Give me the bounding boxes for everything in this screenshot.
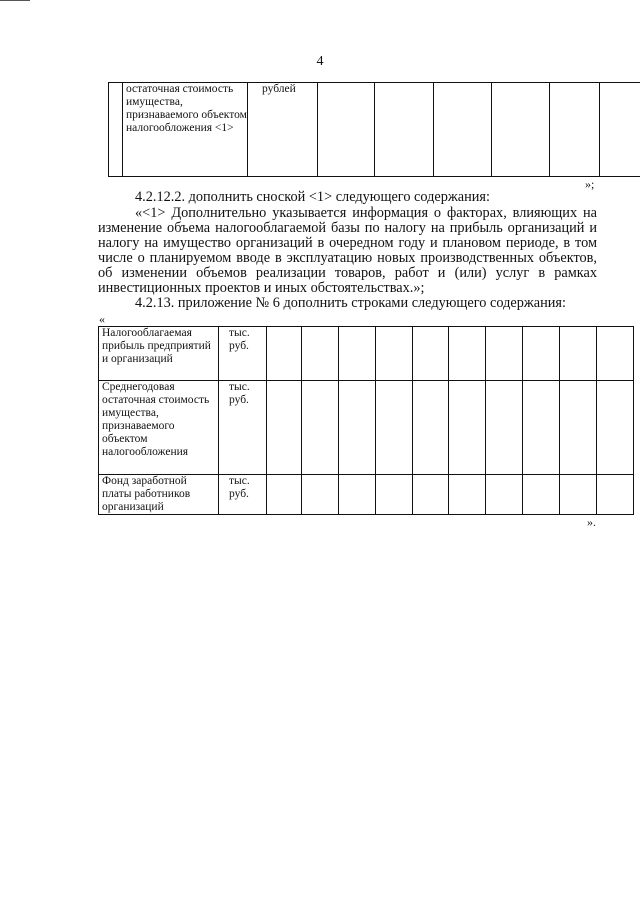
page-number: 4	[316, 54, 324, 69]
table-cell-unit: тыс. руб.	[219, 327, 267, 381]
table-cell-empty	[523, 475, 560, 515]
table-cell-empty	[267, 381, 302, 475]
table-cell-empty	[597, 327, 634, 381]
table-cell-empty	[413, 381, 449, 475]
opening-quote: «	[99, 312, 105, 326]
table-cell-empty	[486, 381, 523, 475]
table-cell-empty	[523, 381, 560, 475]
table-row	[99, 327, 634, 381]
table-cell-empty	[434, 83, 492, 177]
table-row	[99, 381, 634, 475]
table-row	[99, 475, 634, 515]
table-appendix-6-rows	[98, 326, 634, 515]
table-cell-unit: тыс. руб.	[219, 475, 267, 515]
table-cell-empty	[376, 381, 413, 475]
table-cell-empty	[600, 83, 640, 177]
table-cell-empty	[339, 475, 376, 515]
table-cell-empty	[109, 83, 123, 177]
table-cell-empty	[267, 475, 302, 515]
table-cell-empty	[302, 381, 339, 475]
table-cell-empty	[597, 381, 634, 475]
table-cell-empty	[302, 327, 339, 381]
closing-quote: »;	[585, 177, 595, 191]
table-cell-empty	[449, 381, 486, 475]
table-cell-empty	[560, 327, 597, 381]
paragraph-footnote-text: «<1> Дополнительно указывается информация о факторах, влияющих на изменение объема налогооблагаемой базы по налогу на прибыль организаций и налогу на имущество организаций в очередном году и плановом периоде, в том числе о планируемом вводе в эксплуатацию новых производственных объектов, об изменении объемов реализации товаров, работ и (или) услуг в рамках инвестиционных проектов и иных обстоятельствах.»;	[98, 205, 597, 296]
table-cell-empty	[339, 327, 376, 381]
table-cell-empty	[449, 475, 486, 515]
table-cell-empty	[339, 381, 376, 475]
paragraph-item-4-2-12-2: 4.2.12.2. дополнить сноской <1> следующего содержания:	[135, 189, 490, 205]
table-cell-empty	[413, 475, 449, 515]
table-cell-empty	[550, 83, 600, 177]
table-row	[109, 83, 640, 177]
table-continuation	[108, 82, 640, 177]
table-cell-empty	[449, 327, 486, 381]
table-cell-empty	[486, 327, 523, 381]
table-cell-empty	[318, 83, 375, 177]
table-cell-empty	[560, 475, 597, 515]
table-cell-empty	[523, 327, 560, 381]
table-cell-empty	[267, 327, 302, 381]
table-cell-empty	[376, 475, 413, 515]
table-cell-empty	[376, 327, 413, 381]
table-cell-empty	[413, 327, 449, 381]
table-cell-empty	[492, 83, 550, 177]
table-cell-indicator: Среднегодовая остаточная стоимость имущества, признаваемого объектом налогообложения	[99, 381, 219, 475]
table-cell-unit: тыс. руб.	[219, 381, 267, 475]
table-cell-unit: рублей	[248, 83, 318, 177]
table-cell-empty	[486, 475, 523, 515]
paragraph-item-4-2-13: 4.2.13. приложение № 6 дополнить строками следующего содержания:	[135, 295, 566, 311]
table-cell-indicator: Налогооблагаемая прибыль предприятий и организаций	[99, 327, 219, 381]
table-cell-empty	[375, 83, 434, 177]
scan-edge-mark	[0, 0, 30, 1]
closing-quote: ».	[587, 515, 596, 529]
table-cell-empty	[597, 475, 634, 515]
table-cell-indicator: остаточная стоимость имущества, признаваемого объектом налогообложения <1>	[123, 83, 248, 177]
table-cell-empty	[560, 381, 597, 475]
table-cell-indicator: Фонд заработной платы работников организаций	[99, 475, 219, 515]
table-cell-empty	[302, 475, 339, 515]
